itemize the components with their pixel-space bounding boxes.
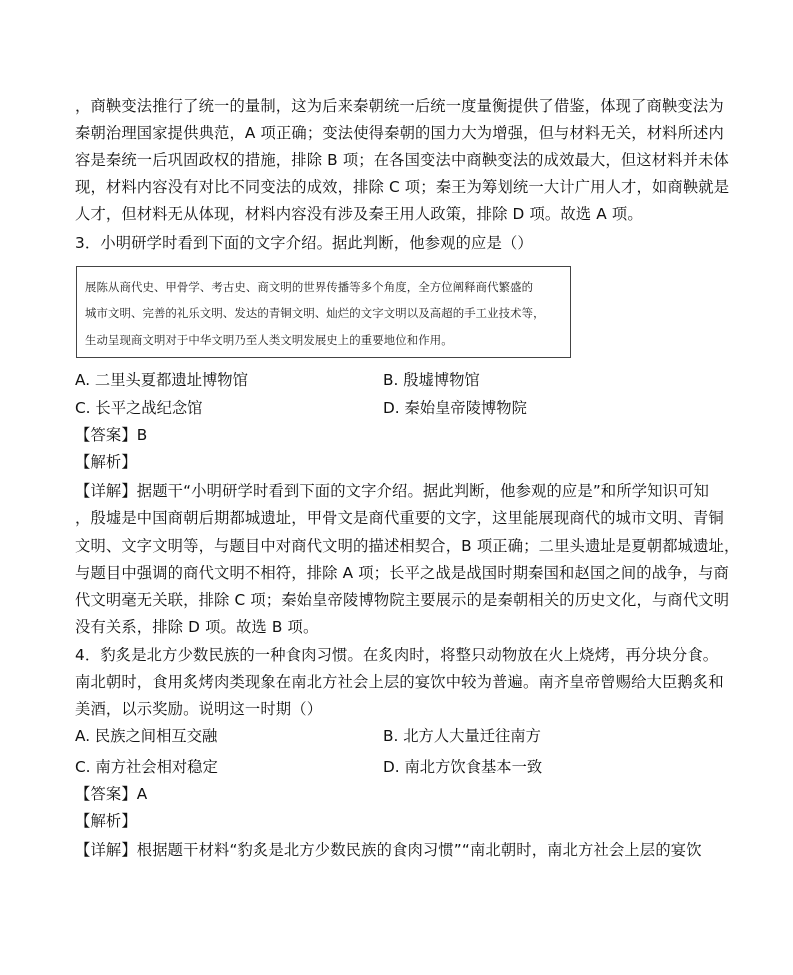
q3-material-line-2: 城市文明、完善的礼乐文明、发达的青铜文明、灿烂的文字文明以及高超的手工业技术等，	[85, 306, 545, 320]
q3-stem: 3．小明研学时看到下面的文字介绍。据此判断，他参观的应是（）	[75, 234, 533, 252]
prev-explanation-line-5: 人才，但材料无从体现，材料内容没有涉及秦王用人政策，排除 D 项。故选 A 项。	[75, 205, 643, 223]
q4-option-c: C. 南方社会相对稳定	[75, 758, 218, 776]
q3-analysis-label: 【解析】	[75, 453, 137, 471]
q3-detail-line-6: 没有关系，排除 D 项。故选 B 项。	[75, 618, 319, 636]
q4-stem-line-3: 美酒，以示奖励。说明这一时期（）	[75, 700, 323, 718]
q4-stem-line-2: 南北朝时，食用炙烤肉类现象在南北方社会上层的宴饮中较为普遍。南齐皇帝曾赐给大臣鹅炙和	[75, 673, 724, 691]
q3-detail-line-4: 与题目中强调的商代文明不相符，排除 A 项；长平之战是战国时期秦国和赵国之间的战争，与商	[75, 564, 729, 582]
q3-option-a: A. 二里头夏都遗址博物馆	[75, 371, 248, 389]
q4-detail-line-1: 【详解】根据题干材料“豹炙是北方少数民族的食肉习惯”“南北朝时，南北方社会上层的宴饮	[75, 841, 702, 859]
q3-material-line-1: 展陈从商代史、甲骨学、考古史、商文明的世界传播等多个角度，全方位阐释商代繁盛的	[85, 280, 534, 294]
q3-option-b: B. 殷墟博物馆	[383, 371, 480, 389]
prev-explanation-line-2: 秦朝治理国家提供典范，A 项正确；变法使得秦朝的国力大为增强，但与材料无关，材料所述内	[75, 124, 724, 142]
q3-option-c: C. 长平之战纪念馆	[75, 399, 203, 417]
q3-material-line-3: 生动呈现商文明对于中华文明乃至人类文明发展史上的重要地位和作用。	[85, 333, 453, 347]
q4-option-d: D. 南北方饮食基本一致	[383, 758, 543, 776]
q4-stem-line-1: 4．豹炙是北方少数民族的一种食肉习惯。在炙肉时，将整只动物放在火上烧烤，再分块分食。	[75, 646, 719, 664]
q3-option-d: D. 秦始皇帝陵博物院	[383, 399, 527, 417]
q3-detail-line-3: 文明、文字文明等，与题目中对商代文明的描述相契合，B 项正确；二里头遗址是夏朝都城遗址，	[75, 537, 740, 555]
q4-analysis-label: 【解析】	[75, 812, 137, 830]
prev-explanation-line-4: 现，材料内容没有对比不同变法的成效，排除 C 项；秦王为筹划统一大计广用人才，如商鞅就是	[75, 178, 730, 196]
q3-answer: 【答案】B	[75, 426, 148, 444]
prev-explanation-line-1: ，商鞅变法推行了统一的量制，这为后来秦朝统一后统一度量衡提供了借鉴，体现了商鞅变法为	[75, 97, 724, 115]
q3-material-box	[76, 266, 571, 358]
q3-detail-line-2: ，殷墟是中国商朝后期都城遗址，甲骨文是商代重要的文字，这里能展现商代的城市文明、青铜	[75, 509, 724, 527]
q4-option-a: A. 民族之间相互交融	[75, 727, 218, 745]
prev-explanation-line-3: 容是秦统一后巩固政权的措施，排除 B 项；在各国变法中商鞅变法的成效最大，但这材料并未体	[75, 151, 729, 169]
q4-answer: 【答案】A	[75, 785, 148, 803]
q3-detail-line-5: 代文明毫无关联，排除 C 项；秦始皇帝陵博物院主要展示的是秦朝相关的历史文化，与商代文明	[75, 591, 730, 609]
q4-option-b: B. 北方人大量迁往南方	[383, 727, 541, 745]
q3-detail-line-1: 【详解】据题干“小明研学时看到下面的文字介绍。据此判断，他参观的应是”和所学知识可知	[75, 482, 710, 500]
